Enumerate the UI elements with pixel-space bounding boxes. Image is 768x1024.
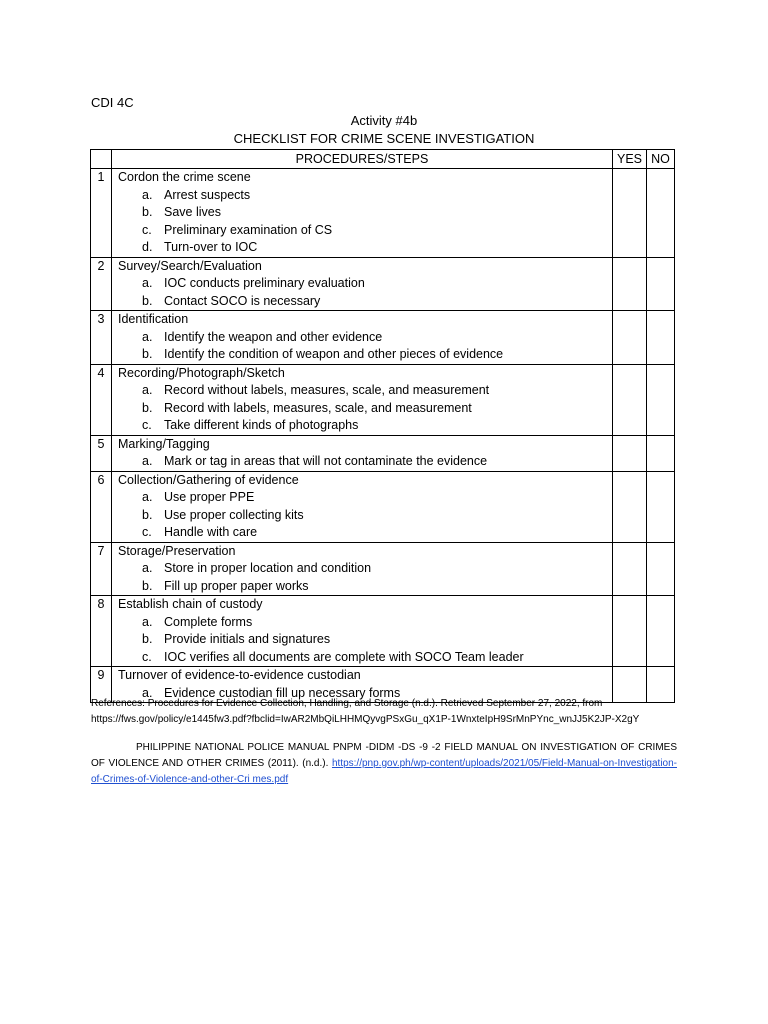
- step-title: Marking/Tagging: [118, 436, 210, 451]
- sub-step-letter: a.: [142, 187, 153, 202]
- sub-step-text: Provide initials and signatures: [164, 632, 331, 646]
- step-title: Recording/Photograph/Sketch: [118, 365, 285, 380]
- sub-step-letter: a.: [142, 685, 153, 700]
- no-checkbox-cell[interactable]: [647, 435, 675, 471]
- reference-1: [91, 696, 677, 728]
- yes-checkbox-cell[interactable]: [613, 471, 647, 542]
- no-checkbox-cell[interactable]: [647, 471, 675, 542]
- header-procedures: PROCEDURES/STEPS: [112, 150, 613, 169]
- step-procedure-cell: [112, 596, 613, 667]
- sub-step-item: [112, 489, 612, 507]
- sub-step-letter: a.: [142, 276, 153, 290]
- step-procedure-cell: [112, 542, 613, 596]
- sub-step-text: Contact SOCO is necessary: [164, 293, 321, 308]
- header-no: NO: [647, 150, 675, 169]
- yes-checkbox-cell[interactable]: [613, 311, 647, 365]
- yes-checkbox-cell[interactable]: [613, 364, 647, 435]
- yes-checkbox-cell[interactable]: [613, 257, 647, 311]
- step-number: 5: [91, 435, 112, 471]
- reference-2-link[interactable]: https://pnp.gov.ph/wp-content/uploads/2021/05/Field-Manual-on-Investigation-of-Crimes-of-Violence-and-other-Cri mes.pdf: [91, 758, 677, 785]
- step-title: Establish chain of custody: [118, 597, 263, 611]
- step-procedure-cell: [112, 364, 613, 435]
- no-checkbox-cell[interactable]: [647, 596, 675, 667]
- sub-step-item: [112, 382, 612, 400]
- sub-step-item: [112, 417, 612, 435]
- header-number-cell: [91, 150, 112, 169]
- sub-step-letter: b.: [142, 632, 153, 646]
- sub-step-item: [112, 204, 612, 222]
- step-number: 7: [91, 542, 112, 596]
- sub-step-letter: b.: [142, 293, 153, 308]
- references-section: [91, 696, 677, 788]
- sub-step-item: [112, 578, 612, 596]
- sub-step-letter: a.: [142, 490, 153, 504]
- reference-2-text: PHILIPPINE NATIONAL POLICE MANUAL PNPM -DIDM -DS -9 -2 FIELD MANUAL ON INVESTIGATION OF CRIMES OF VIOLENCE AND OTHER CRIMES (2011). (n.d.).: [91, 742, 677, 769]
- yes-checkbox-cell[interactable]: [613, 596, 647, 667]
- no-checkbox-cell[interactable]: [647, 542, 675, 596]
- sub-step-text: Handle with care: [164, 525, 258, 539]
- sub-step-list: [112, 489, 612, 542]
- sub-step-letter: a.: [142, 454, 153, 468]
- sub-step-letter: a.: [142, 561, 153, 575]
- sub-step-text: Save lives: [164, 205, 221, 219]
- checklist-table: [90, 149, 675, 703]
- sub-step-text: Record with labels, measures, scale, and measurement: [164, 400, 472, 415]
- table-row: [91, 596, 675, 667]
- table-row: [91, 542, 675, 596]
- sub-step-text: Evidence custodian fill up necessary forms: [164, 685, 401, 700]
- sub-step-item: [112, 631, 612, 649]
- sub-step-letter: a.: [142, 329, 153, 344]
- sub-step-item: [112, 275, 612, 293]
- step-title: Identification: [118, 312, 189, 326]
- no-checkbox-cell[interactable]: [647, 169, 675, 258]
- sub-step-text: Record without labels, measures, scale, and measurement: [164, 383, 490, 397]
- step-title: Cordon the crime scene: [118, 170, 251, 184]
- step-number: 4: [91, 364, 112, 435]
- step-procedure-cell: [112, 169, 613, 258]
- sub-step-text: Identify the condition of weapon and other pieces of evidence: [164, 347, 504, 361]
- reference-1-url: https://fws.gov/policy/e1445fw3.pdf?fbclid=IwAR2MbQiLHHMQyvgPSxGu_qX1P-1WnxteIpH9SrMnPYnc_wnJJ5K2JP-X2gY: [91, 714, 640, 725]
- sub-step-item: [112, 649, 612, 667]
- table-row: [91, 471, 675, 542]
- sub-step-text: Take different kinds of photographs: [164, 418, 359, 432]
- sub-step-item: [112, 400, 612, 418]
- sub-step-item: [112, 329, 612, 347]
- sub-step-list: [112, 329, 612, 364]
- table-row: [91, 257, 675, 311]
- sub-step-letter: c.: [142, 525, 152, 539]
- sub-step-text: IOC conducts preliminary evaluation: [164, 276, 365, 290]
- sub-step-text: Store in proper location and condition: [164, 561, 372, 575]
- yes-checkbox-cell[interactable]: [613, 435, 647, 471]
- sub-step-text: Preliminary examination of CS: [164, 222, 333, 237]
- yes-checkbox-cell[interactable]: [613, 169, 647, 258]
- sub-step-text: IOC verifies all documents are complete with SOCO Team leader: [164, 649, 524, 664]
- sub-step-letter: c.: [142, 222, 152, 237]
- step-number: 1: [91, 169, 112, 258]
- sub-step-item: [112, 222, 612, 240]
- sub-step-text: Turn-over to IOC: [164, 240, 258, 254]
- sub-step-item: [112, 453, 612, 471]
- sub-step-text: Complete forms: [164, 614, 253, 629]
- sub-step-text: Arrest suspects: [164, 187, 251, 202]
- step-number: 6: [91, 471, 112, 542]
- no-checkbox-cell[interactable]: [647, 257, 675, 311]
- step-procedure-cell: [112, 471, 613, 542]
- table-row: [91, 364, 675, 435]
- reference-2: [91, 740, 677, 788]
- table-row: [91, 169, 675, 258]
- sub-step-item: [112, 507, 612, 525]
- sub-step-list: [112, 187, 612, 257]
- sub-step-item: [112, 524, 612, 542]
- sub-step-letter: b.: [142, 347, 153, 361]
- activity-heading: Activity #4b: [350, 113, 418, 128]
- sub-step-text: Use proper PPE: [164, 490, 255, 504]
- sub-step-letter: a.: [142, 383, 153, 397]
- yes-checkbox-cell[interactable]: [613, 542, 647, 596]
- sub-step-letter: d.: [142, 240, 153, 254]
- sub-step-letter: c.: [142, 418, 152, 432]
- step-title: Turnover of evidence-to-evidence custodian: [118, 668, 361, 682]
- sub-step-list: [112, 453, 612, 471]
- sub-step-item: [112, 560, 612, 578]
- table-row: [91, 311, 675, 365]
- sub-step-item: [112, 346, 612, 364]
- sub-step-item: [112, 614, 612, 632]
- sub-step-list: [112, 614, 612, 667]
- step-number: 9: [91, 667, 112, 703]
- sub-step-letter: b.: [142, 507, 153, 522]
- step-title: Collection/Gathering of evidence: [118, 472, 299, 487]
- no-checkbox-cell[interactable]: [647, 311, 675, 365]
- sub-step-item: [112, 187, 612, 205]
- step-procedure-cell: [112, 311, 613, 365]
- sub-step-letter: c.: [142, 649, 152, 664]
- step-number: 8: [91, 596, 112, 667]
- reference-1-text: References: Procedures for Evidence Collection, Handling, and Storage (n.d.). Retrieved September 27, 2022, from: [91, 698, 603, 709]
- header-yes: YES: [613, 150, 647, 169]
- sub-step-letter: a.: [142, 614, 153, 629]
- sub-step-item: [112, 293, 612, 311]
- step-procedure-cell: [112, 435, 613, 471]
- sub-step-text: Mark or tag in areas that will not contaminate the evidence: [164, 454, 488, 468]
- sub-step-letter: b.: [142, 205, 153, 219]
- sub-step-list: [112, 275, 612, 310]
- sub-step-letter: b.: [142, 578, 153, 593]
- sub-step-text: Identify the weapon and other evidence: [164, 329, 383, 344]
- sub-step-list: [112, 560, 612, 595]
- sub-step-text: Use proper collecting kits: [164, 507, 304, 522]
- checklist-body: [91, 169, 675, 703]
- sub-step-list: [112, 382, 612, 435]
- step-title: Survey/Search/Evaluation: [118, 258, 262, 273]
- table-header-row: [91, 150, 675, 169]
- step-number: 3: [91, 311, 112, 365]
- step-number: 2: [91, 257, 112, 311]
- sub-step-item: [112, 239, 612, 257]
- sub-step-letter: b.: [142, 400, 153, 415]
- table-row: [91, 435, 675, 471]
- no-checkbox-cell[interactable]: [647, 364, 675, 435]
- checklist-title: CHECKLIST FOR CRIME SCENE INVESTIGATION: [233, 131, 535, 146]
- course-code: CDI 4C: [91, 95, 134, 110]
- sub-step-text: Fill up proper paper works: [164, 578, 309, 593]
- step-procedure-cell: [112, 257, 613, 311]
- step-title: Storage/Preservation: [118, 543, 236, 558]
